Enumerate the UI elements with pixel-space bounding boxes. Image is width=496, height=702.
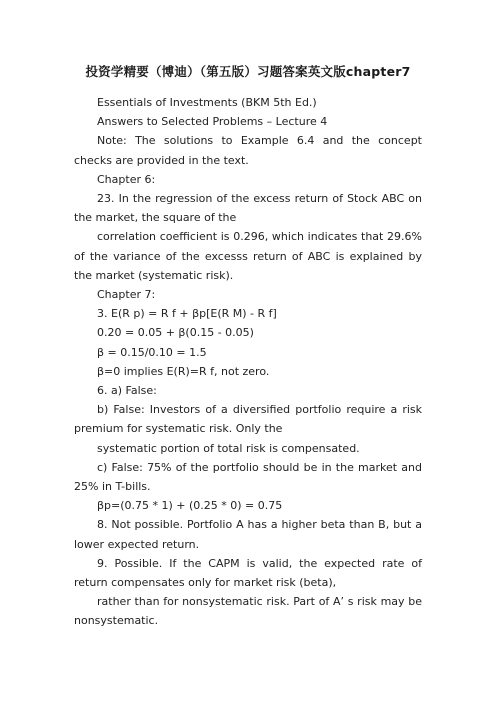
paragraph-chapter-6-heading: Chapter 6:: [97, 172, 156, 186]
paragraph-q23: 23. In the regression of the excess return of Stock ABC on the market, the square of the: [74, 192, 422, 225]
paragraph-q23-cont: correlation coefficient is 0.296, which indicates that 29.6% of the variance of the excesss return of ABC is explained by the market (systematic risk).: [74, 230, 422, 282]
paragraph-chapter-7-heading: Chapter 7:: [97, 288, 156, 302]
document-title: 投资学精要（博迪）（第五版）习题答案英文版chapter7: [85, 64, 411, 79]
paragraph-q3-substitution: 0.20 = 0.05 + β(0.15 - 0.05): [97, 326, 254, 340]
paragraph-q6c: c) False: 75% of the portfolio should be in the market and 25% in T-bills.: [74, 460, 422, 494]
paragraph-q6c-beta: βp=(0.75 * 1) + (0.25 * 0) = 0.75: [97, 499, 283, 513]
paragraph-q9: 9. Possible. If the CAPM is valid, the expected rate of return compensates only for market risk (beta),: [74, 556, 422, 590]
paragraph-subtitle: Answers to Selected Problems – Lecture 4: [97, 115, 328, 129]
paragraph-q6a: 6. a) False:: [97, 384, 157, 398]
paragraph-q3-zero-beta: β=0 implies E(R)=R f, not zero.: [97, 364, 270, 378]
paragraph-q6b-cont: systematic portion of total risk is compensated.: [97, 441, 360, 455]
paragraph-q3-formula: 3. E(R p) = R f + βp[E(R M) - R f]: [97, 307, 277, 321]
paragraph-q9-cont: rather than for nonsystematic risk. Part of A’ s risk may be nonsystematic.: [74, 595, 422, 628]
paragraph-q6b: b) False: Investors of a diversified portfolio require a risk premium for systematic risk. Only the: [74, 403, 422, 436]
paragraph-note: Note: The solutions to Example 6.4 and the concept checks are provided in the text.: [74, 134, 422, 167]
document-body: [74, 93, 422, 631]
paragraph-q8: 8. Not possible. Portfolio A has a higher beta than B, but a lower expected return.: [74, 518, 422, 551]
paragraph-q3-beta: β = 0.15/0.10 = 1.5: [97, 345, 207, 359]
paragraph-book-title: Essentials of Investments (BKM 5th Ed.): [97, 96, 317, 109]
